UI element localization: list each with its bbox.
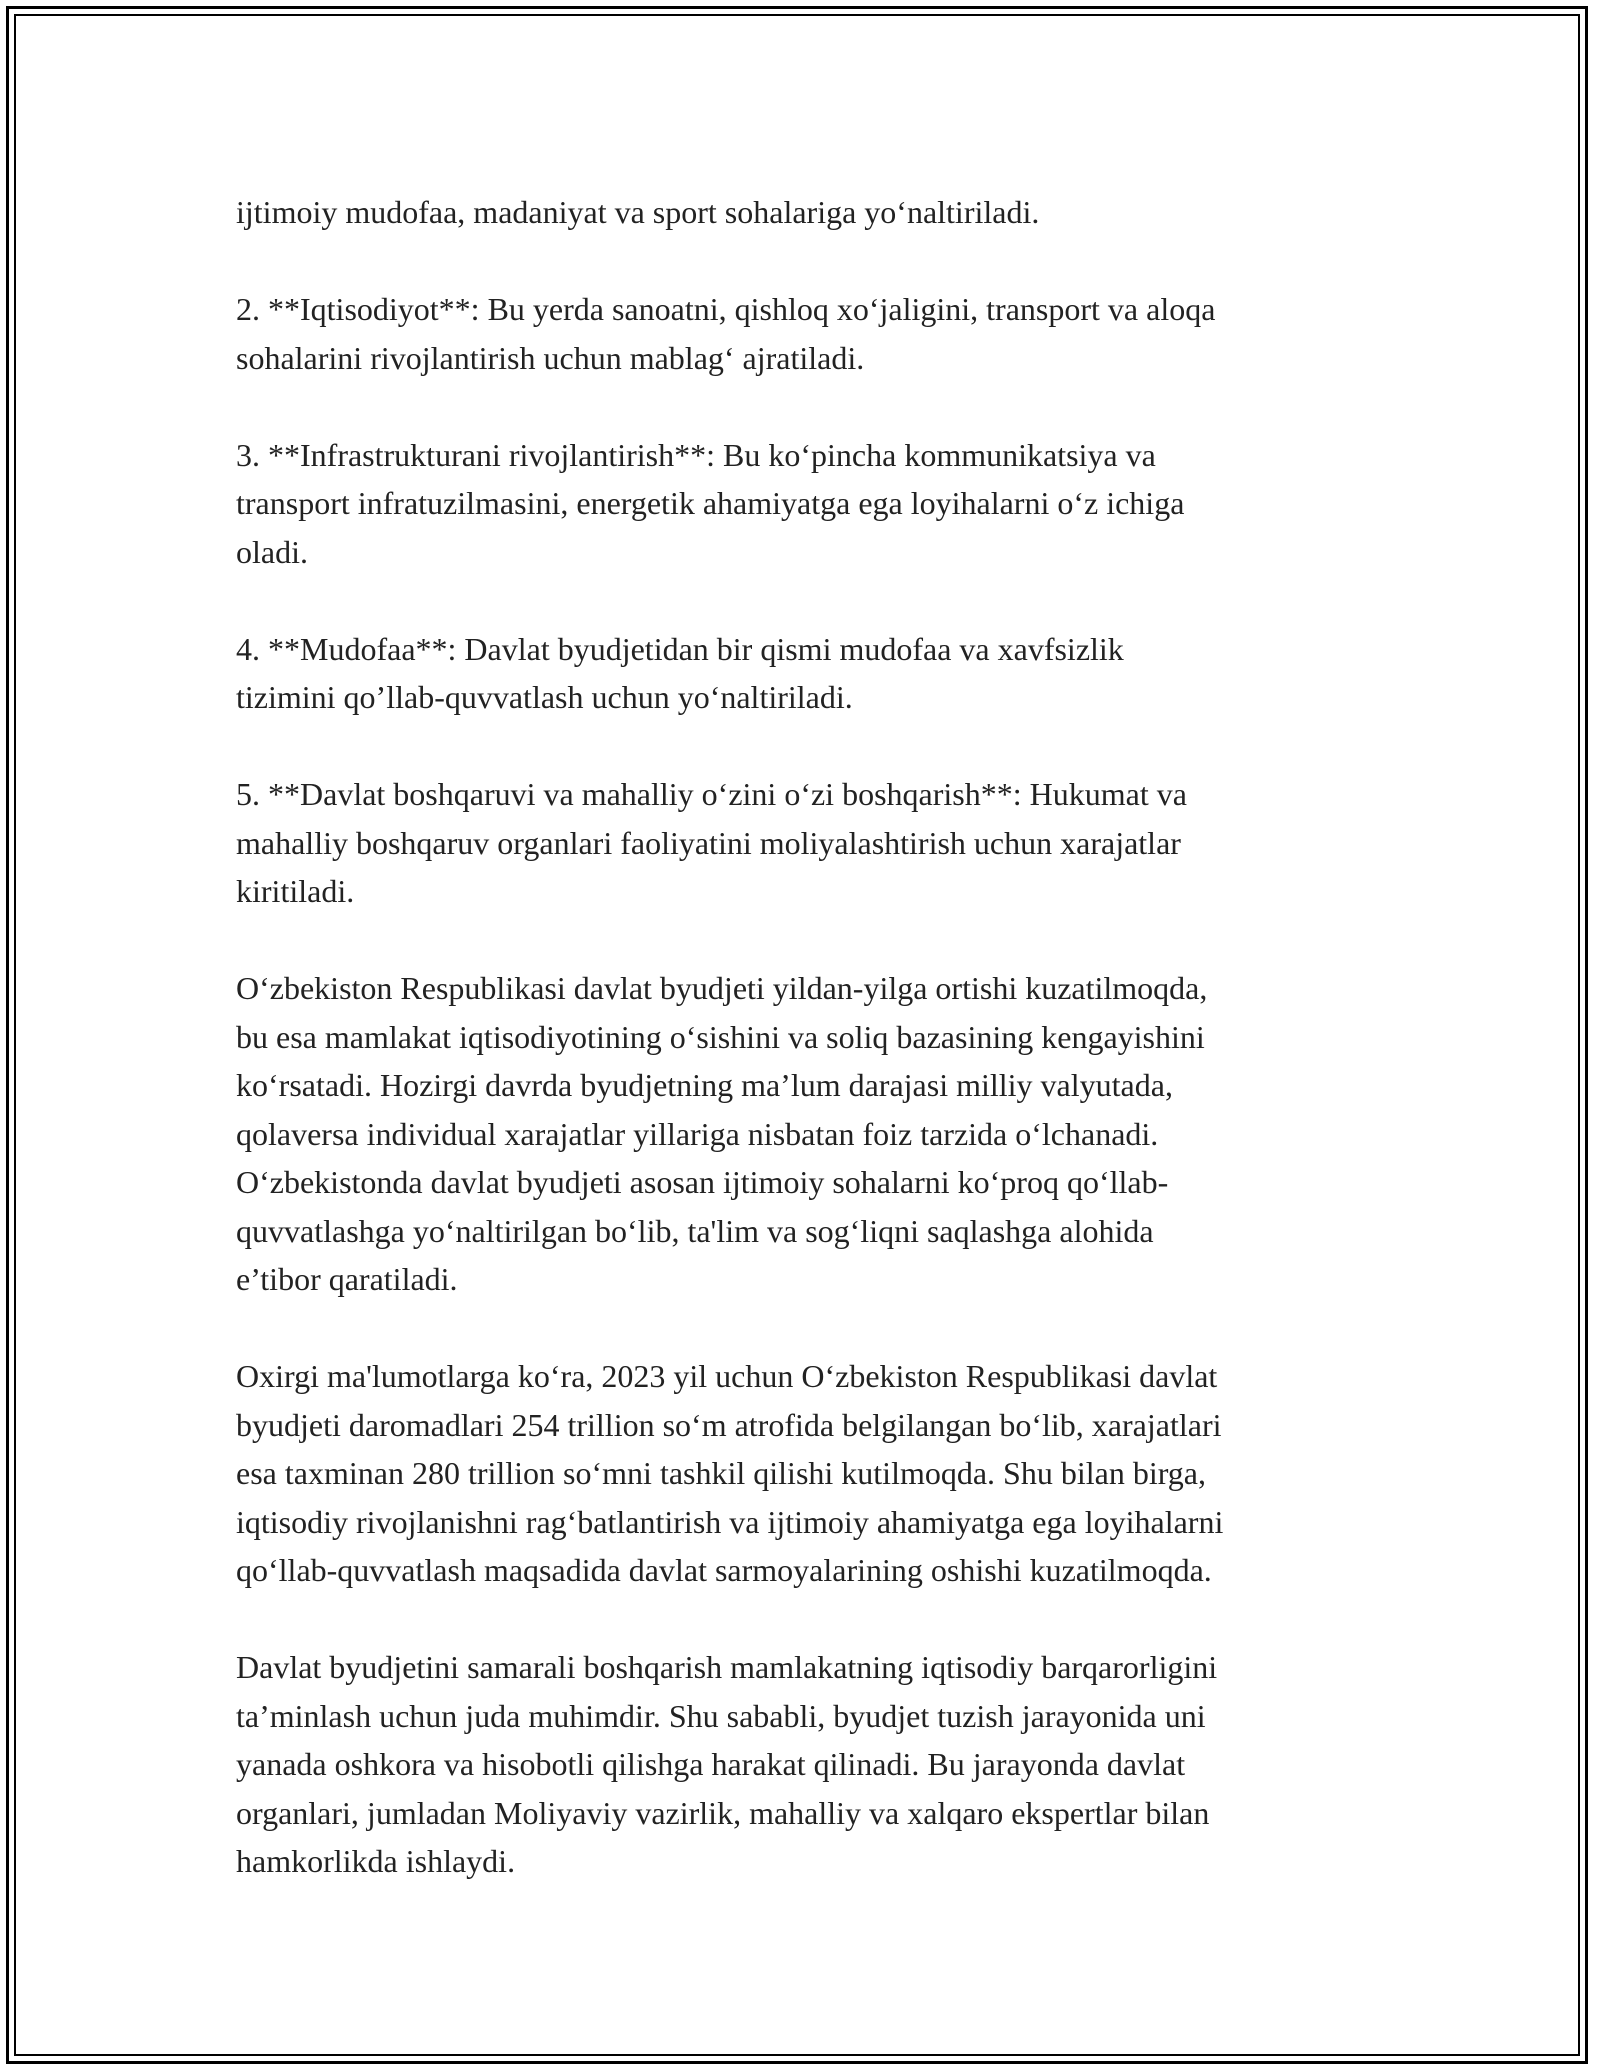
document-body bbox=[236, 188, 1386, 1934]
list-item-infrastructure: 3. **Infrastrukturani rivojlantirish**: Bu ko‘pincha kommunikatsiya va transport infratuzilmasini, energetik ahamiyatga ega loyihalarni o‘z ichiga oladi. bbox=[236, 436, 1185, 570]
paragraph-budget-growth: O‘zbekiston Respublikasi davlat byudjeti yildan-yilga ortishi kuzatilmoqda, bu esa mamlakat iqtisodiyotining o‘sishini va soliq bazasining kengayishini ko‘rsatadi. Hozirgi davrda byudjetning ma’lum darajasi milliy valyutada, qolaversa individual xarajatlar yillariga nisbatan foiz tarzida o‘lchanadi. O‘zbekistonda davlat byudjeti asosan ijtimoiy sohalarni ko‘proq qo‘llab- quvvatlashga yo‘naltirilgan bo‘lib, ta'lim va sog‘liqni saqlashga alohida e’tibor qaratiladi. bbox=[236, 970, 1208, 1297]
list-item-economy: 2. **Iqtisodiyot**: Bu yerda sanoatni, qishloq xo‘jaligini, transport va aloqa sohalarini rivojlantirish uchun mablag‘ ajratiladi. bbox=[236, 291, 1216, 376]
list-item-governance: 5. **Davlat boshqaruvi va mahalliy o‘zini o‘zi boshqarish**: Hukumat va mahalliy boshqaruv organlari faoliyatini moliyalashtirish uchun xarajatlar kiritiladi. bbox=[236, 776, 1187, 909]
paragraph-2023-figures: Oxirgi ma'lumotlarga ko‘ra, 2023 yil uchun O‘zbekiston Respublikasi davlat byudjeti daromadlari 254 trillion so‘m atrofida belgilangan bo‘lib, xarajatlari esa taxminan 280 trillion so‘mni tashkil qilishi kutilmoqda. Shu bilan birga, iqtisodiy rivojlanishni rag‘batlantirish va ijtimoiy ahamiyatga ega loyihalarni qo‘llab-quvvatlash maqsadida davlat sarmoyalarining oshishi kuzatilmoqda. bbox=[236, 1358, 1224, 1588]
paragraph-budget-management: Davlat byudjetini samarali boshqarish mamlakatning iqtisodiy barqarorligini ta’minlash uchun juda muhimdir. Shu sababli, byudjet tuzish jarayonida uni yanada oshkora va hisobotli qilishga harakat qilinadi. Bu jarayonda davlat organlari, jumladan Moliyaviy vazirlik, mahalliy va xalqaro ekspertlar bilan hamkorlikda ishlaydi. bbox=[236, 1649, 1218, 1879]
list-item-defense: 4. **Mudofaa**: Davlat byudjetidan bir qismi mudofaa va xavfsizlik tizimini qo’llab-quvvatlash uchun yo‘naltiriladi. bbox=[236, 630, 1124, 715]
paragraph-intro-continuation: ijtimoiy mudofaa, madaniyat va sport sohalariga yo‘naltiriladi. bbox=[236, 194, 1040, 230]
